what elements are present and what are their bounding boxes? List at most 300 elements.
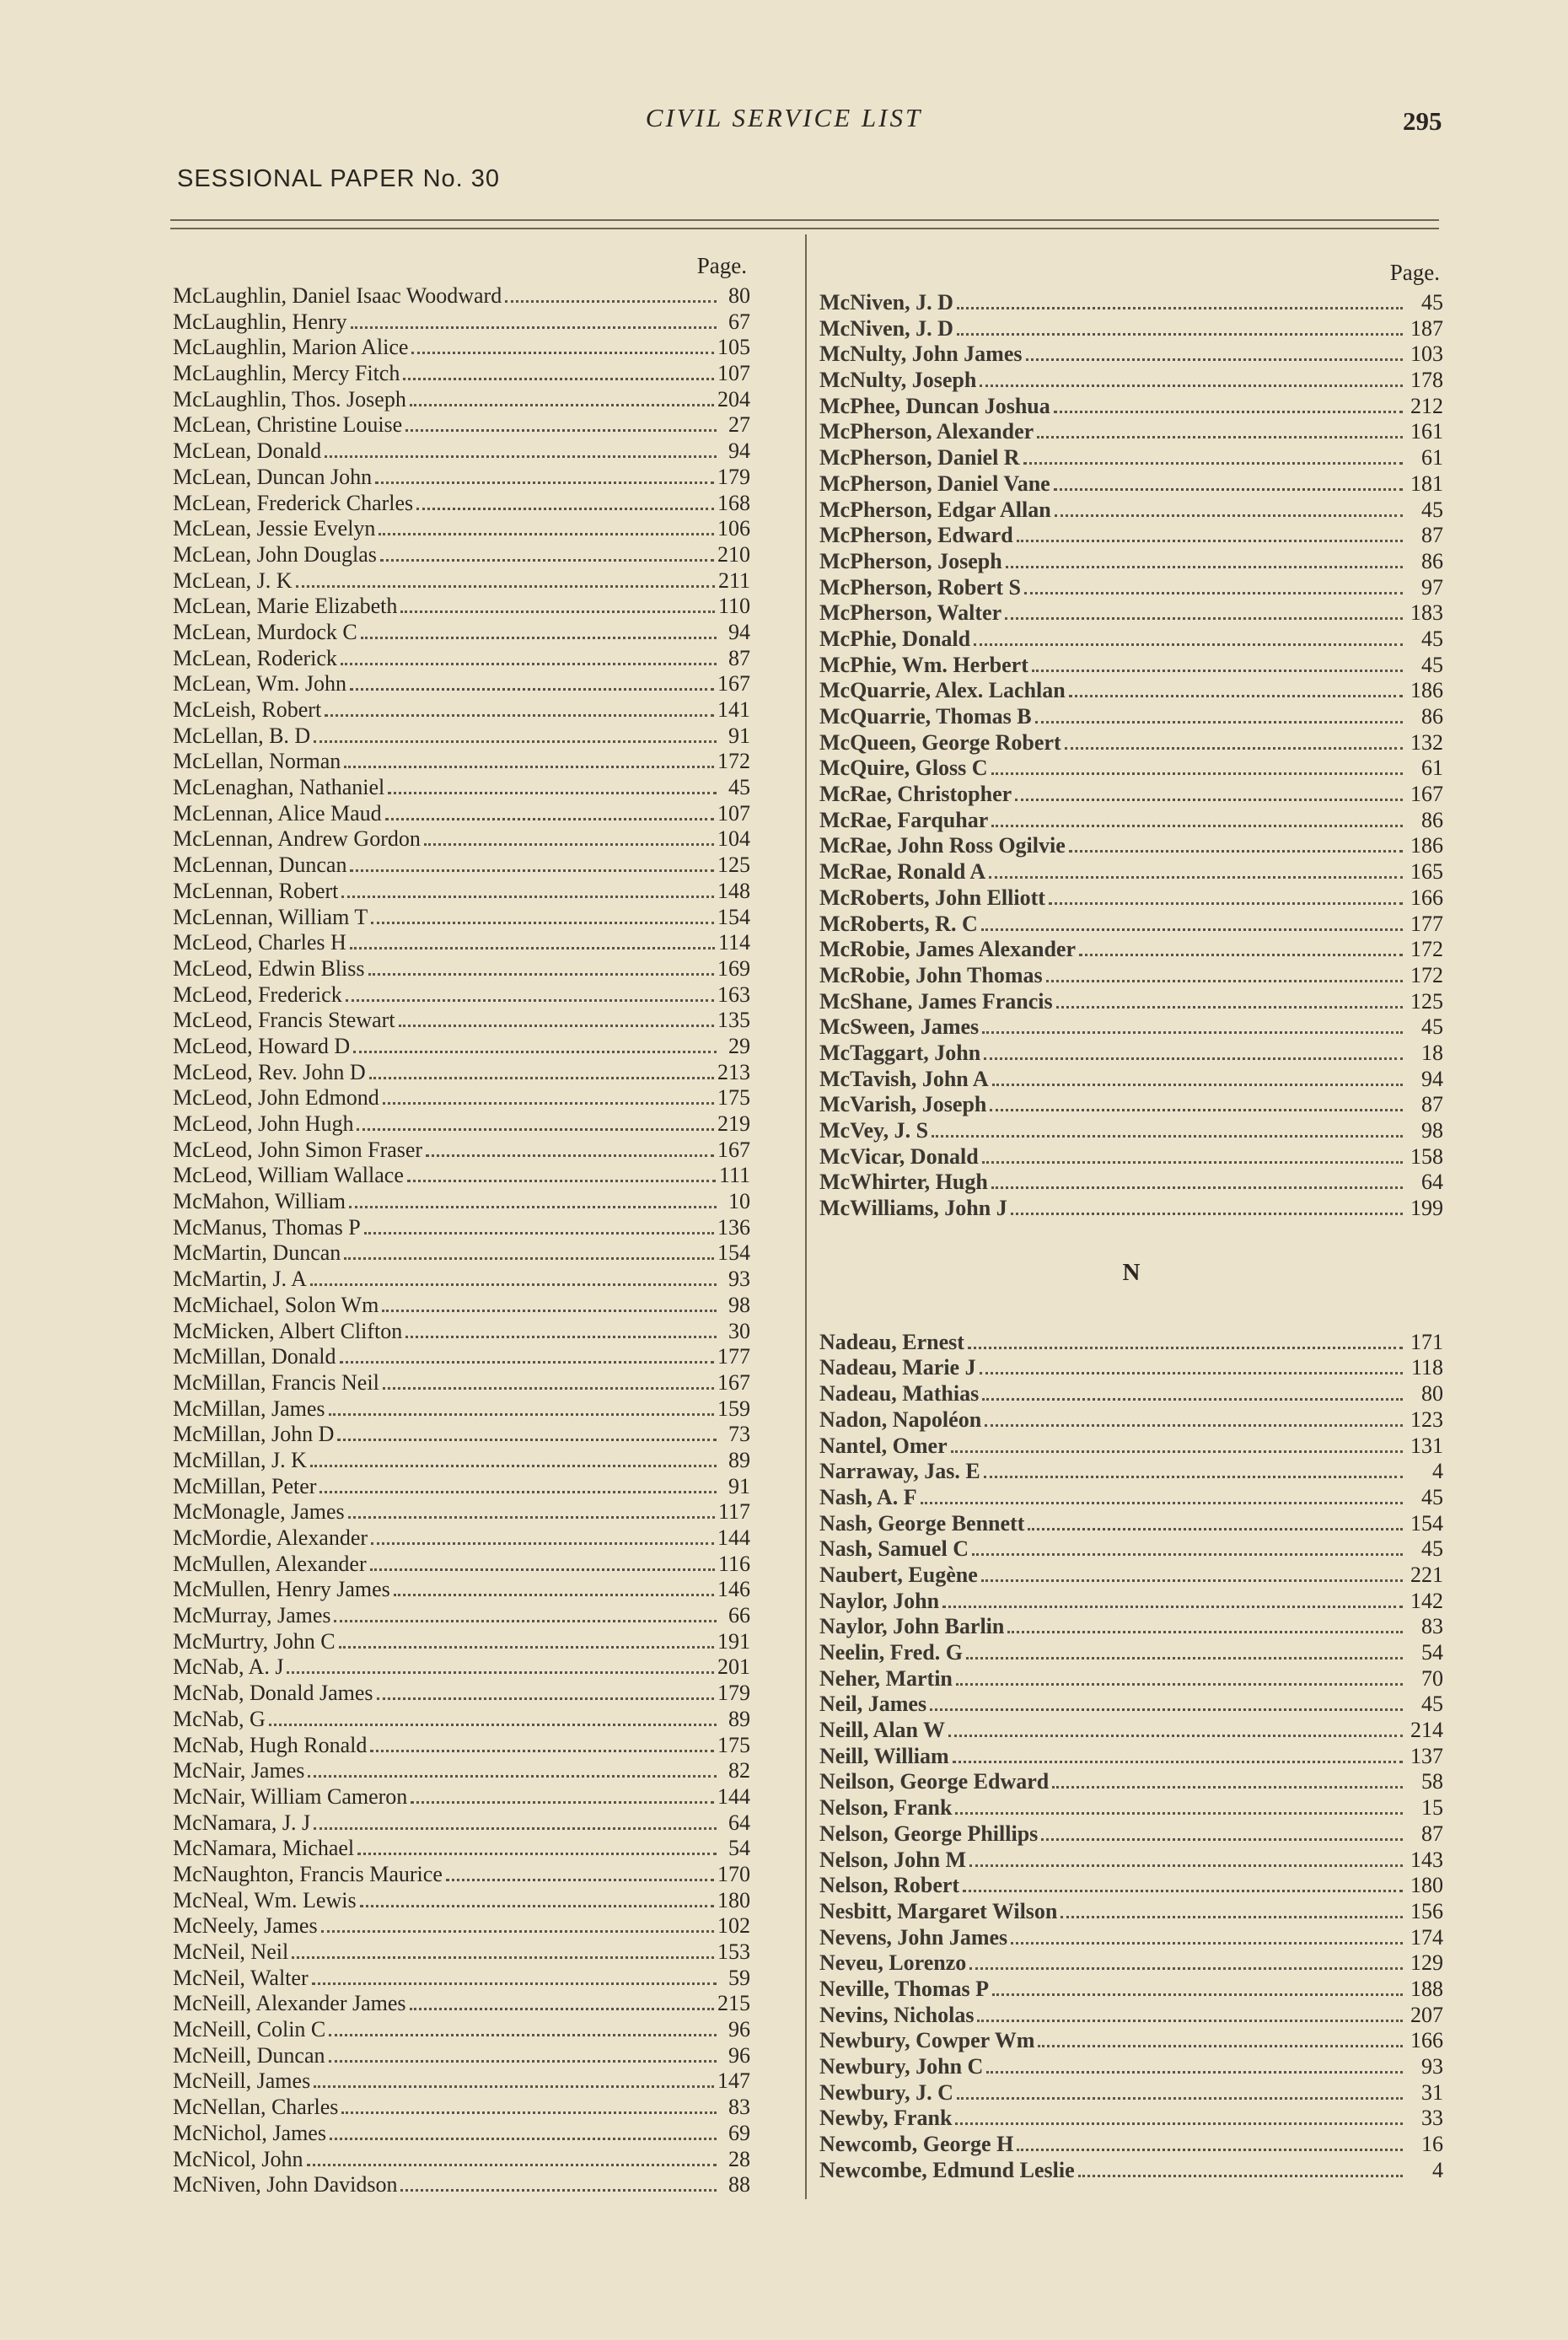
- entry-name: Neilson, George Edward: [819, 1769, 1050, 1794]
- dot-leader: [321, 1930, 714, 1933]
- entry-name: Neelin, Fred. G: [819, 1640, 963, 1665]
- entry-page-number: 87: [1421, 1821, 1443, 1846]
- dot-leader: [424, 843, 714, 846]
- entry-name: McMullen, Henry James: [173, 1577, 390, 1602]
- dot-leader: [980, 1372, 1403, 1374]
- dot-leader: [339, 1646, 714, 1649]
- entry-page-number: 118: [1410, 1355, 1443, 1380]
- entry-page-number: 172: [1410, 937, 1443, 962]
- entry-page-number: 125: [1410, 988, 1443, 1014]
- index-entry: [819, 885, 1443, 912]
- entry-name: McLean, Frederick Charles: [173, 490, 414, 515]
- index-entry: [819, 2003, 1443, 2029]
- entry-page-number: 175: [717, 1732, 750, 1757]
- index-entry: [173, 1758, 750, 1784]
- index-entry: [173, 2095, 750, 2121]
- entry-name: McPherson, Edgar Allan: [819, 497, 1051, 522]
- entry-name: McLeish, Robert: [173, 697, 322, 722]
- index-entry: [819, 1899, 1443, 1925]
- entry-page-number: 87: [728, 645, 750, 670]
- dot-leader: [969, 1864, 1403, 1867]
- entry-page-number: 16: [1421, 2132, 1443, 2157]
- entry-name: McRae, John Ross Ogilvie: [819, 833, 1066, 858]
- entry-name: McMillan, Francis Neil: [173, 1369, 379, 1395]
- entry-name: McRoberts, R. C: [819, 911, 978, 936]
- entry-name: McLean, Wm. John: [173, 671, 347, 697]
- dot-leader: [990, 1109, 1403, 1111]
- entry-page-number: 166: [1410, 2028, 1443, 2053]
- dot-leader: [1056, 1006, 1403, 1009]
- dot-leader: [410, 2008, 714, 2010]
- index-entry: [173, 1991, 750, 2017]
- index-entry: [173, 335, 750, 361]
- entry-name: McNair, William Cameron: [173, 1783, 408, 1809]
- index-entry: [819, 2106, 1443, 2132]
- dot-leader: [1024, 592, 1403, 594]
- entry-name: Newby, Frank: [819, 2106, 953, 2131]
- index-entry: [173, 2172, 750, 2198]
- dot-leader: [956, 1683, 1403, 1686]
- dot-leader: [1035, 721, 1403, 724]
- dot-leader: [1015, 799, 1403, 801]
- dot-leader: [1023, 462, 1403, 465]
- entry-page-number: 93: [728, 1267, 750, 1292]
- index-entry: [173, 826, 750, 853]
- index-entry: [173, 1344, 750, 1370]
- entry-name: McTaggart, John: [819, 1040, 981, 1065]
- entry-page-number: 104: [717, 826, 750, 852]
- entry-page-number: 167: [717, 671, 750, 697]
- entry-name: McMurtry, John C: [173, 1628, 336, 1654]
- entry-name: McNeill, Alexander James: [173, 1991, 406, 2016]
- entry-name: Nash, A. F: [819, 1484, 917, 1509]
- entry-name: McPherson, Daniel Vane: [819, 471, 1050, 496]
- index-entry: [173, 1034, 750, 1060]
- dot-leader: [942, 1606, 1403, 1608]
- entry-name: McMartin, J. A: [173, 1267, 307, 1292]
- index-entry: [173, 1189, 750, 1215]
- entry-name: Nash, Samuel C: [819, 1536, 969, 1562]
- dot-leader: [1049, 902, 1403, 905]
- dot-leader: [1054, 488, 1403, 491]
- dot-leader: [360, 1905, 714, 1907]
- right-page-heading: Page.: [1389, 260, 1440, 285]
- index-entry: [819, 989, 1443, 1015]
- entry-name: McRoberts, John Elliott: [819, 885, 1045, 910]
- dot-leader: [977, 2020, 1403, 2022]
- dot-leader: [957, 2097, 1403, 2100]
- entry-page-number: 179: [717, 1681, 750, 1706]
- entry-name: McMahon, William: [173, 1189, 346, 1214]
- dot-leader: [296, 585, 715, 588]
- entry-page-number: 45: [1421, 1014, 1443, 1040]
- entry-name: McPherson, Joseph: [819, 548, 1002, 573]
- dot-leader: [966, 1657, 1403, 1660]
- dot-leader: [963, 1890, 1403, 1892]
- entry-name: McPhie, Donald: [819, 626, 971, 651]
- dot-leader: [991, 772, 1403, 775]
- entry-page-number: 116: [717, 1551, 750, 1576]
- index-entry: [173, 775, 750, 801]
- dot-leader: [325, 714, 714, 717]
- entry-page-number: 154: [1410, 1510, 1443, 1536]
- entry-name: McLean, Roderick: [173, 645, 337, 670]
- entry-name: McMartin, Duncan: [173, 1240, 341, 1266]
- index-entry: [819, 1459, 1443, 1485]
- index-entry: [819, 833, 1443, 859]
- dot-leader: [1065, 747, 1403, 750]
- dot-leader: [1017, 540, 1403, 542]
- index-entry: [173, 749, 750, 775]
- dot-leader: [361, 637, 717, 639]
- index-entry: [173, 542, 750, 568]
- dot-leader: [984, 1057, 1403, 1060]
- index-entry: [819, 937, 1443, 963]
- entry-page-number: 159: [717, 1396, 750, 1421]
- entry-page-number: 171: [1410, 1329, 1443, 1354]
- dot-leader: [1037, 436, 1403, 438]
- entry-name: McVey, J. S: [819, 1118, 929, 1143]
- entry-page-number: 89: [728, 1706, 750, 1731]
- dot-leader: [505, 300, 717, 303]
- section-letter-heading: N: [1122, 1259, 1141, 1287]
- entry-page-number: 214: [1410, 1718, 1443, 1743]
- dot-leader: [329, 1413, 714, 1416]
- index-entry: [819, 1589, 1443, 1615]
- index-entry: [819, 290, 1443, 316]
- index-entry: [819, 316, 1443, 342]
- entry-name: Naylor, John Barlin: [819, 1614, 1005, 1639]
- entry-name: McLeod, John Hugh: [173, 1111, 354, 1136]
- dot-leader: [932, 1135, 1403, 1138]
- entry-name: McNiven, J. D: [819, 290, 953, 315]
- index-entry: [173, 309, 750, 336]
- entry-name: McLean, Duncan John: [173, 464, 373, 489]
- entry-page-number: 83: [1421, 1614, 1443, 1639]
- dot-leader: [416, 508, 714, 510]
- entry-name: McPherson, Edward: [819, 523, 1013, 548]
- dot-leader: [312, 1982, 717, 1985]
- entry-page-number: 163: [717, 982, 750, 1007]
- dot-leader: [314, 2085, 714, 2088]
- entry-name: McRae, Farquhar: [819, 807, 989, 832]
- index-entry: [173, 1422, 750, 1448]
- index-entry: [819, 523, 1443, 549]
- entry-page-number: 96: [728, 2042, 750, 2068]
- entry-name: McLean, Jessie Evelyn: [173, 516, 376, 541]
- entry-name: McLaughlin, Henry: [173, 309, 347, 334]
- entry-name: McQuire, Gloss C: [819, 756, 988, 781]
- dot-leader: [310, 1283, 717, 1286]
- entry-name: McLean, Christine Louise: [173, 412, 403, 438]
- index-entry: [819, 2158, 1443, 2184]
- entry-page-number: 86: [1421, 807, 1443, 832]
- entry-name: McRae, Christopher: [819, 782, 1012, 807]
- index-entry: [173, 1552, 750, 1578]
- entry-page-number: 18: [1421, 1040, 1443, 1065]
- index-entry: [173, 1163, 750, 1189]
- index-entry: [819, 808, 1443, 834]
- index-entry: [173, 1138, 750, 1164]
- dot-leader: [351, 326, 717, 329]
- index-entry: [173, 879, 750, 905]
- entry-page-number: 45: [1421, 652, 1443, 677]
- dot-leader: [982, 1031, 1403, 1034]
- entry-name: McWhirter, Hugh: [819, 1170, 988, 1195]
- entry-page-number: 187: [1410, 315, 1443, 341]
- dot-leader: [982, 1161, 1403, 1164]
- entry-name: McMurray, James: [173, 1603, 331, 1628]
- index-entry: [173, 1293, 750, 1319]
- dot-leader: [314, 740, 717, 743]
- entry-page-number: 129: [1410, 1950, 1443, 1976]
- entry-name: McNellan, Charles: [173, 2095, 339, 2120]
- entry-name: McNeill, Duncan: [173, 2042, 325, 2068]
- entry-page-number: 45: [1421, 1484, 1443, 1509]
- index-entry: [173, 1629, 750, 1655]
- dot-leader: [957, 307, 1403, 309]
- dot-leader: [334, 1620, 717, 1622]
- dot-leader: [985, 1424, 1403, 1427]
- index-entry: [173, 1474, 750, 1500]
- entry-name: Nelson, Frank: [819, 1795, 953, 1821]
- dot-leader: [388, 792, 717, 794]
- sessional-paper-label: SESSIONAL PAPER No. 30: [177, 165, 501, 192]
- entry-name: McMillan, Donald: [173, 1344, 336, 1369]
- entry-page-number: 181: [1410, 471, 1443, 496]
- index-entry: [819, 859, 1443, 885]
- dot-leader: [1011, 1942, 1403, 1945]
- dot-leader: [1054, 411, 1403, 413]
- index-entry: [173, 956, 750, 982]
- index-entry: [819, 1744, 1443, 1770]
- dot-leader: [400, 611, 715, 613]
- index-entry: [173, 2068, 750, 2095]
- entry-name: McLennan, William T: [173, 904, 368, 929]
- entry-name: McMillan, Peter: [173, 1473, 317, 1498]
- entry-name: McNab, A. J: [173, 1654, 284, 1680]
- entry-page-number: 114: [717, 930, 750, 955]
- entry-page-number: 199: [1410, 1196, 1443, 1221]
- entry-page-number: 158: [1410, 1143, 1443, 1169]
- entry-page-number: 73: [728, 1422, 750, 1447]
- dot-leader: [369, 1077, 714, 1079]
- dot-leader: [380, 559, 714, 562]
- dot-leader: [981, 1579, 1403, 1582]
- dot-leader: [269, 1724, 717, 1726]
- index-entry: [173, 724, 750, 750]
- index-entry: [173, 387, 750, 413]
- index-entry: [173, 1525, 750, 1552]
- left-column: [173, 253, 750, 2198]
- entry-name: McNeill, James: [173, 2068, 311, 2094]
- index-entry: [173, 594, 750, 620]
- index-entry: [819, 678, 1443, 704]
- dot-leader: [399, 1025, 714, 1027]
- entry-page-number: 88: [728, 2172, 750, 2197]
- index-entry: [173, 1654, 750, 1681]
- index-entry: [819, 1692, 1443, 1718]
- entry-page-number: 168: [717, 490, 750, 515]
- dot-leader: [292, 1956, 714, 1959]
- entry-page-number: 45: [1421, 626, 1443, 651]
- entry-name: McNulty, John James: [819, 342, 1023, 367]
- entry-page-number: 132: [1410, 729, 1443, 755]
- index-entry: [173, 283, 750, 309]
- entry-page-number: 61: [1421, 756, 1443, 781]
- dot-leader: [953, 1761, 1403, 1763]
- dot-leader: [407, 1180, 716, 1182]
- entry-name: McNichol, James: [173, 2120, 326, 2145]
- entry-page-number: 97: [1421, 574, 1443, 600]
- entry-page-number: 94: [1421, 1066, 1443, 1091]
- entry-page-number: 91: [728, 723, 750, 748]
- dot-leader: [968, 1347, 1403, 1349]
- entry-name: McLennan, Duncan: [173, 853, 347, 878]
- n-entry-list: [819, 1330, 1443, 2184]
- page-number: 295: [1403, 106, 1442, 136]
- entry-page-number: 165: [1410, 859, 1443, 885]
- index-entry: [819, 498, 1443, 524]
- index-entry: [819, 1118, 1443, 1144]
- dot-leader: [357, 1128, 714, 1131]
- entry-page-number: 93: [1421, 2054, 1443, 2079]
- entry-page-number: 105: [717, 335, 750, 360]
- index-entry: [819, 1769, 1443, 1795]
- header-rule-top: [170, 219, 1439, 221]
- index-entry: [819, 1355, 1443, 1381]
- entry-name: McLeod, Francis Stewart: [173, 1008, 395, 1033]
- entry-name: McQueen, George Robert: [819, 729, 1061, 755]
- index-entry: [173, 1577, 750, 1603]
- entry-page-number: 146: [717, 1577, 750, 1602]
- entry-page-number: 213: [717, 1059, 750, 1084]
- index-entry: [173, 516, 750, 542]
- entry-page-number: 59: [728, 1965, 750, 1990]
- dot-leader: [340, 1361, 714, 1364]
- index-entry: [819, 368, 1443, 394]
- dot-leader: [1041, 1838, 1403, 1841]
- entry-page-number: 123: [1410, 1407, 1443, 1432]
- entry-name: McMillan, J. K: [173, 1447, 307, 1472]
- index-entry: [173, 412, 750, 438]
- index-entry: [819, 445, 1443, 471]
- entry-page-number: 106: [717, 516, 750, 541]
- index-entry: [819, 1196, 1443, 1222]
- entry-name: McShane, James Francis: [819, 988, 1053, 1014]
- entry-name: McLellan, B. D: [173, 723, 311, 748]
- entry-page-number: 188: [1410, 1976, 1443, 2001]
- dot-leader: [308, 1775, 717, 1778]
- index-entry: [819, 912, 1443, 938]
- index-entry: [173, 1111, 750, 1138]
- dot-leader: [991, 825, 1403, 827]
- entry-name: Neher, Martin: [819, 1665, 953, 1691]
- entry-page-number: 174: [1410, 1924, 1443, 1950]
- entry-name: McLaughlin, Marion Alice: [173, 335, 409, 360]
- dot-leader: [1038, 2045, 1403, 2047]
- entry-page-number: 58: [1421, 1769, 1443, 1794]
- entry-page-number: 169: [717, 955, 750, 981]
- entry-page-number: 82: [728, 1758, 750, 1783]
- entry-page-number: 221: [1410, 1562, 1443, 1587]
- entry-name: McMillan, James: [173, 1396, 325, 1421]
- index-entry: [173, 930, 750, 956]
- index-entry: [173, 1784, 750, 1810]
- entry-name: Nantel, Omer: [819, 1433, 948, 1458]
- entry-page-number: 179: [717, 464, 750, 489]
- entry-name: McNiven, J. D: [819, 315, 953, 341]
- dot-leader: [991, 1186, 1403, 1189]
- dot-leader: [972, 1553, 1403, 1556]
- dot-leader: [371, 922, 714, 924]
- entry-name: Nevins, Nicholas: [819, 2002, 975, 2027]
- entry-name: McNamara, Michael: [173, 1836, 355, 1861]
- entry-page-number: 89: [728, 1447, 750, 1472]
- entry-page-number: 219: [717, 1111, 750, 1136]
- entry-name: McLellan, Norman: [173, 749, 341, 774]
- index-entry: [173, 671, 750, 697]
- dot-leader: [980, 385, 1403, 387]
- index-entry: [173, 1060, 750, 1086]
- dot-leader: [1017, 2149, 1403, 2151]
- dot-leader: [410, 404, 714, 406]
- entry-page-number: 154: [717, 1240, 750, 1266]
- index-entry: [819, 1950, 1443, 1977]
- entry-page-number: 210: [717, 541, 750, 567]
- dot-leader: [330, 2138, 717, 2140]
- index-entry: [173, 697, 750, 724]
- index-entry: [173, 1240, 750, 1267]
- entry-name: McNeil, Walter: [173, 1965, 309, 1990]
- dot-leader: [337, 1439, 717, 1441]
- index-entry: [173, 361, 750, 387]
- entry-page-number: 186: [1410, 678, 1443, 703]
- entry-page-number: 211: [717, 568, 750, 593]
- dot-leader: [1005, 617, 1403, 620]
- entry-page-number: 148: [717, 878, 750, 903]
- entry-page-number: 80: [1421, 1381, 1443, 1407]
- dot-leader: [287, 1671, 714, 1674]
- entry-page-number: 87: [1421, 523, 1443, 548]
- index-entry: [819, 1795, 1443, 1821]
- index-entry: [173, 2017, 750, 2043]
- entry-page-number: 83: [728, 2095, 750, 2120]
- index-entry: [819, 730, 1443, 756]
- entry-name: Neveu, Lorenzo: [819, 1950, 967, 1976]
- dot-leader: [382, 1310, 717, 1312]
- entry-page-number: 4: [1432, 2157, 1443, 2182]
- entry-page-number: 178: [1410, 368, 1443, 393]
- index-entry: [819, 1381, 1443, 1407]
- index-entry: [173, 2121, 750, 2147]
- entry-page-number: 161: [1410, 419, 1443, 444]
- entry-page-number: 191: [717, 1628, 750, 1654]
- entry-page-number: 142: [1410, 1588, 1443, 1613]
- entry-page-number: 102: [717, 1913, 750, 1939]
- dot-leader: [1011, 1213, 1403, 1215]
- entry-page-number: 207: [1410, 2002, 1443, 2027]
- index-entry: [819, 600, 1443, 627]
- dot-leader: [426, 1154, 714, 1157]
- dot-leader: [341, 896, 714, 898]
- entry-name: McPherson, Robert S: [819, 574, 1022, 600]
- entry-name: Narraway, Jas. E: [819, 1459, 980, 1484]
- index-entry: [819, 704, 1443, 730]
- entry-name: McLaughlin, Daniel Isaac Woodward: [173, 283, 502, 308]
- entry-page-number: 45: [1421, 1692, 1443, 1717]
- entry-page-number: 143: [1410, 1847, 1443, 1872]
